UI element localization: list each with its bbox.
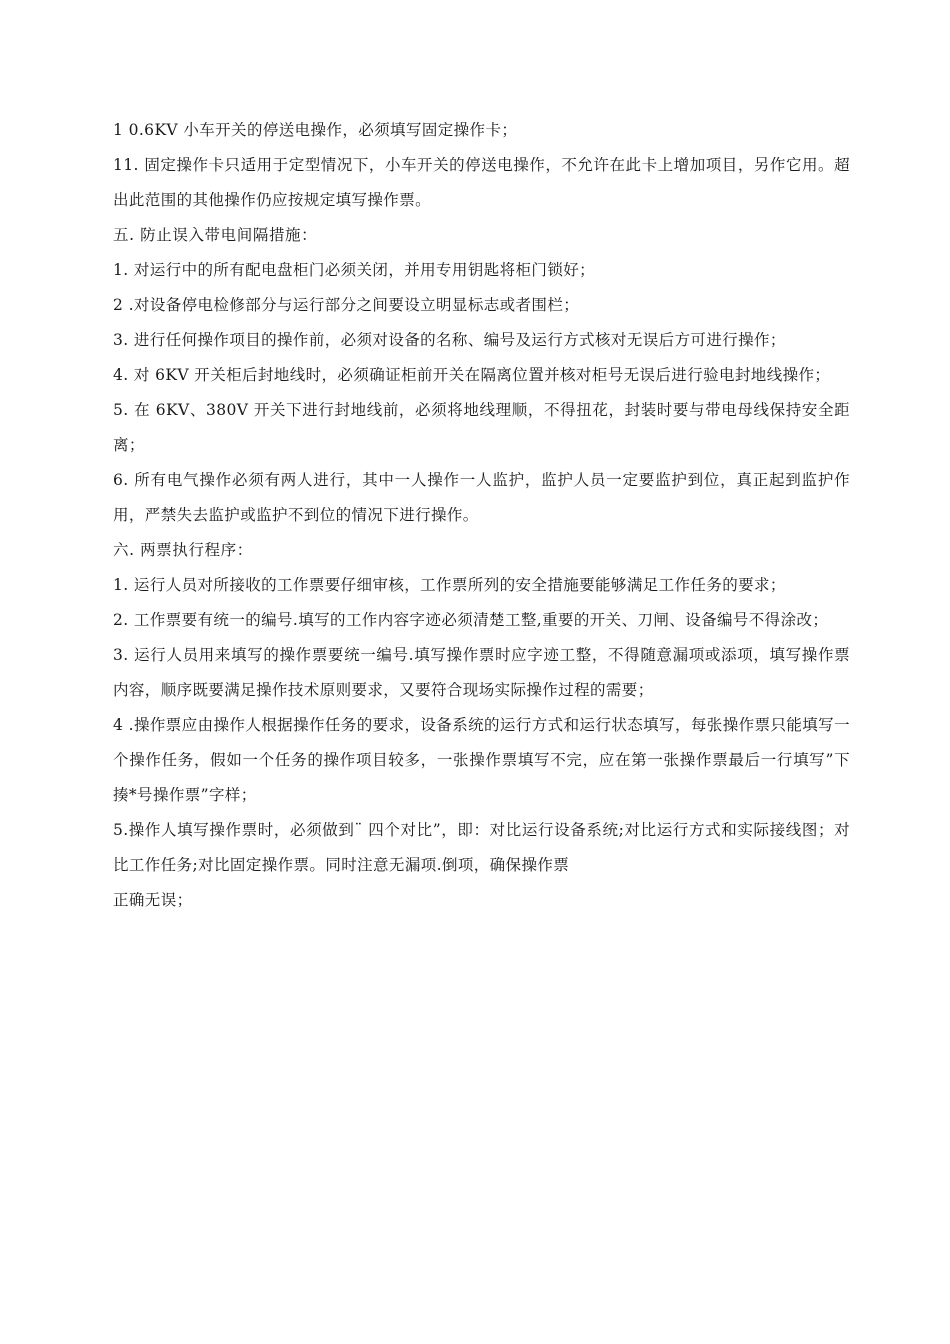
paragraph-5-item-5: 5. 在 6KV、380V 开关下进行封地线前，必须将地线理顺，不得扭花，封装时要与带电母线保持安全距离； (113, 401, 850, 454)
paragraph-6-item-5-continued: 正确无误； (113, 891, 193, 909)
document-body (113, 113, 850, 918)
section-heading-6: 六. 两票执行程序： (113, 541, 253, 559)
paragraph-5-item-1: 1. 对运行中的所有配电盘柜门必须关闭，并用专用钥匙将柜门锁好； (113, 261, 596, 279)
paragraph-6-item-5: 5.操作人填写操作票时，必须做到¨ 四个对比”，即：对比运行设备系统;对比运行方式和实际接线图；对比工作任务;对比固定操作票。同时注意无漏项.倒项，确保操作票 (113, 821, 850, 874)
paragraph-6-item-3: 3. 运行人员用来填写的操作票要统一编号.填写操作票时应字迹工整，不得随意漏项或添项，填写操作票内容，顺序既要满足操作技术原则要求，又要符合现场实际操作过程的需要； (113, 646, 850, 699)
paragraph-5-item-6: 6. 所有电气操作必须有两人进行，其中一人操作一人监护，监护人员一定要监护到位，真正起到监护作用，严禁失去监护或监护不到位的情况下进行操作。 (113, 471, 850, 524)
paragraph-6-item-1: 1. 运行人员对所接收的工作票要仔细审核，工作票所列的安全措施要能够满足工作任务的要求； (113, 576, 786, 594)
paragraph-5-item-2: 2 .对设备停电检修部分与运行部分之间要设立明显标志或者围栏； (113, 296, 580, 314)
paragraph-6-item-4: 4 .操作票应由操作人根据操作任务的要求，设备系统的运行方式和运行状态填写，每张操作票只能填写一个操作任务，假如一个任务的操作项目较多，一张操作票填写不完，应在第一张操作票最后一行填写”下揍*号操作票”字样； (113, 716, 850, 804)
section-heading-5: 五. 防止误入带电间隔措施： (113, 226, 318, 244)
paragraph-5-item-3: 3. 进行任何操作项目的操作前，必须对设备的名称、编号及运行方式核对无误后方可进行操作； (113, 331, 786, 349)
paragraph-item-0603kv: 1 0.6KV 小车开关的停送电操作，必须填写固定操作卡； (113, 121, 518, 139)
paragraph-item-11: 11. 固定操作卡只适用于定型情况下，小车开关的停送电操作，不允许在此卡上增加项目，另作它用。超出此范围的其他操作仍应按规定填写操作票。 (113, 156, 850, 209)
paragraph-5-item-4: 4. 对 6KV 开关柜后封地线时，必须确证柜前开关在隔离位置并核对柜号无误后进行验电封地线操作； (113, 366, 831, 384)
paragraph-6-item-2: 2. 工作票要有统一的编号.填写的工作内容字迹必须清楚工整,重要的开关、刀闸、设备编号不得涂改； (113, 611, 829, 629)
